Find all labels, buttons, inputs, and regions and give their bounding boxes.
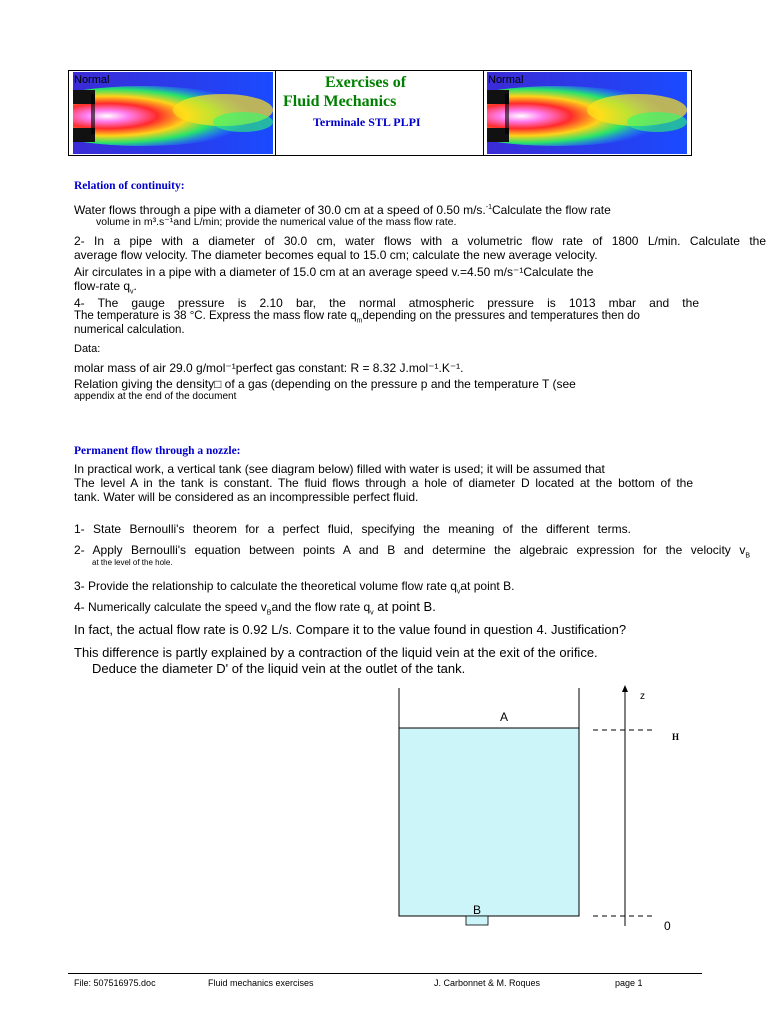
deduce-diameter: Deduce the diameter D' of the liquid vein at the outlet of the tank. (92, 661, 466, 676)
q3-sub: v (130, 288, 134, 296)
nozzle-item-4 (74, 600, 436, 620)
point-a-label: A (500, 710, 509, 724)
h-level-label: H (672, 732, 680, 742)
footer-divider (68, 973, 702, 974)
q1-text: Water flows through a pipe with a diameter of 30.0 cm at a speed of 0.50 m/s. (74, 203, 486, 217)
footer-title: Fluid mechanics exercises (208, 978, 314, 988)
image-label: Normal (74, 74, 110, 86)
q3-flowrate: flow-rate q (74, 279, 131, 293)
footer-file: File: 507516975.doc (74, 978, 156, 988)
nozzle-item-2-cont: at the level of the hole. (92, 558, 173, 567)
header-image-left (69, 71, 276, 155)
z-axis-arrow-icon (622, 685, 628, 692)
doc-subtitle: Terminale STL PLPI (313, 115, 421, 129)
item4-end: at point B. (373, 599, 436, 614)
data-label: Data: (74, 343, 101, 355)
nozzle-item-3 (74, 579, 514, 599)
density-relation: Relation giving the density□ of a gas (depending on the pressure p and the temperature T (see (74, 377, 576, 391)
item3-text: 3- Provide the relationship to calculate the theoretical volume flow rate q (74, 579, 457, 593)
q4-text-end: depending on the pressures and temperatures then do (362, 310, 640, 322)
nozzle-intro-2: The level A in the tank is constant. The fluid flows through a hole of diameter D located at the bottom of the (74, 476, 693, 490)
item3-end: at point B. (460, 579, 515, 593)
q4-line3: numerical calculation. (74, 324, 185, 336)
item4-mid: and the flow rate q (271, 600, 371, 614)
q3-text: Air circulates in a pipe with a diameter of 15.0 cm at an average speed v. (74, 265, 460, 279)
item4-sub2: v (370, 609, 374, 617)
document-header (68, 70, 692, 156)
q3-text-mid: =4.50 m/s⁻¹Calculate the (459, 265, 594, 279)
q4-text: The temperature is 38 °C. Express the mass flow rate q (74, 310, 357, 322)
tank-hole (466, 916, 488, 925)
tank-water (399, 728, 579, 916)
header-title-cell (275, 71, 484, 155)
item3-sub: v (456, 588, 461, 596)
q4-sub: m (356, 317, 363, 325)
item2-text: 2- Apply Bernoulli's equation between points A and B and determine the algebraic expression for the velocity v (74, 543, 746, 557)
q1-sup: -1 (485, 204, 493, 211)
footer-page: page 1 (615, 978, 643, 988)
section-heading-nozzle: Permanent flow through a nozzle: (74, 445, 241, 457)
nozzle-item-1: 1- State Bernoulli's theorem for a perfect fluid, specifying the meaning of the different terms. (74, 522, 631, 536)
item4-text: 4- Numerically calculate the speed v (74, 600, 267, 614)
q2-line2: average flow velocity. The diameter becomes equal to 15.0 cm; calculate the new average velocity. (74, 248, 598, 262)
appendix-note: appendix at the end of the document (74, 391, 237, 402)
footer-authors: J. Carbonnet & M. Roques (434, 978, 541, 988)
header-image-right (483, 71, 691, 155)
q2-line1: 2- In a pipe with a diameter of 30.0 cm, water flows with a volumetric flow rate of 1800 L/min. Calculate the (74, 234, 766, 248)
q3-line1 (74, 265, 593, 279)
doc-title-line1: Exercises of (325, 74, 407, 91)
contraction-note: This difference is partly explained by a contraction of the liquid vein at the exit of the orifice. (74, 645, 598, 660)
point-b-label: B (473, 903, 482, 917)
tank-diagram (380, 680, 700, 940)
nozzle-intro-3: tank. Water will be considered as an incompressible perfect fluid. (74, 490, 419, 504)
nozzle-intro-1: In practical work, a vertical tank (see diagram below) filled with water is used; it will be assumed that (74, 462, 605, 476)
z-axis-label: z (640, 691, 645, 702)
q1-line1 (74, 201, 611, 217)
image-label: Normal (488, 74, 524, 86)
q1-line2: volume in m³.s⁻¹and L/min; provide the numerical value of the mass flow rate. (96, 216, 457, 228)
doc-title-line2: Fluid Mechanics (283, 93, 397, 110)
q4-line1: 4- The gauge pressure is 2.10 bar, the normal atmospheric pressure is 1013 mbar and the (74, 296, 699, 310)
q1-text-end: Calculate the flow rate (492, 203, 611, 217)
section-heading-continuity: Relation of continuity: (74, 180, 185, 192)
item4-sub: B (266, 609, 272, 617)
q3-end: . (133, 279, 137, 293)
item2-sub: B (745, 552, 750, 560)
nozzle-item-2 (74, 543, 750, 563)
actual-flow-rate: In fact, the actual flow rate is 0.92 L/s. Compare it to the value found in question 4. Justification? (74, 622, 627, 637)
data-molar-mass: molar mass of air 29.0 g/mol⁻¹perfect gas constant: R = 8.32 J.mol⁻¹.K⁻¹. (74, 361, 464, 375)
zero-level-label: 0 (664, 919, 671, 933)
